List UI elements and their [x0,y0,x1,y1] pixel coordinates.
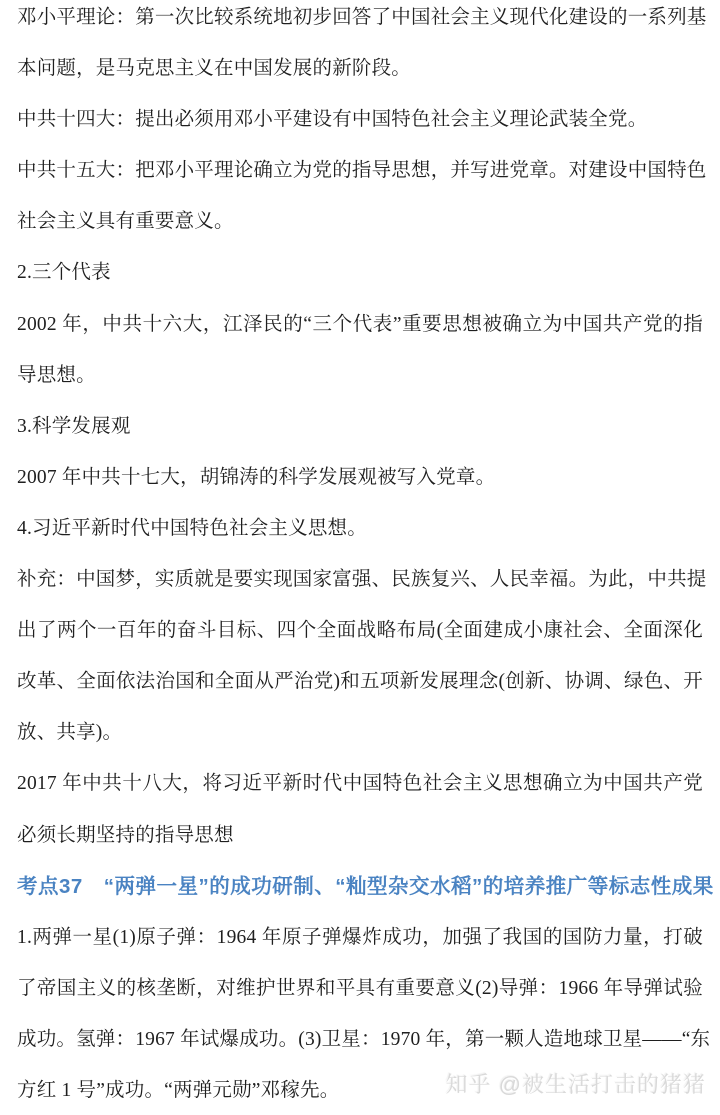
text-line: 出了两个一百年的奋斗目标、四个全面战略布局(全面建成小康社会、全面深化 [17,620,703,642]
text-line: 3.科学发展观 [17,415,131,437]
text-line: 必须长期坚持的指导思想 [17,824,234,846]
text-line: 1.两弹一星(1)原子弹：1964 年原子弹爆炸成功，加强了我国的国防力量，打破 [17,926,703,948]
text-line: 成功。氢弹：1967 年试爆成功。(3)卫星：1970 年，第一颗人造地球卫星——“东 [17,1028,711,1050]
text-line: 中共十五大：把邓小平理论确立为党的指导思想，并写进党章。对建设中国特色 [17,160,707,182]
text-line: 方红 1 号”成功。“两弹元勋”邓稼先。 [17,1079,340,1101]
text-line: 改革、全面依法治国和全面从严治党)和五项新发展理念(创新、协调、绿色、开 [17,671,703,693]
text-line: 了帝国主义的核垄断，对维护世界和平具有重要意义(2)导弹：1966 年导弹试验 [17,977,703,999]
text-line: 4.习近平新时代中国特色社会主义思想。 [17,517,367,539]
text-line: 2017 年中共十八大，将习近平新时代中国特色社会主义思想确立为中国共产党 [17,773,703,795]
text-line: 2.三个代表 [17,262,111,284]
text-line: 本问题，是马克思主义在中国发展的新阶段。 [17,58,412,80]
zhihu-watermark: 知乎 @被生活打击的猪猪 [445,1072,706,1097]
text-line: 2002 年，中共十六大，江泽民的“三个代表”重要思想被确立为中国共产党的指 [17,313,703,335]
text-line: 中共十四大：提出必须用邓小平建设有中国特色社会主义理论武装全党。 [17,109,648,131]
text-line: 补充：中国梦，实质就是要实现国家富强、民族复兴、人民幸福。为此，中共提 [17,569,707,591]
text-line: 放、共享)。 [17,722,123,744]
text-line: 2007 年中共十七大，胡锦涛的科学发展观被写入党章。 [17,466,496,488]
document-body [17,0,714,1115]
text-line: 社会主义具有重要意义。 [17,211,234,233]
text-line: 邓小平理论：第一次比较系统地初步回答了中国社会主义现代化建设的一系列基 [17,7,707,28]
section-heading: 考点37 “两弹一星”的成功研制、“籼型杂交水稻”的培养推广等标志性成果 [17,874,714,898]
text-line: 导思想。 [17,364,96,386]
